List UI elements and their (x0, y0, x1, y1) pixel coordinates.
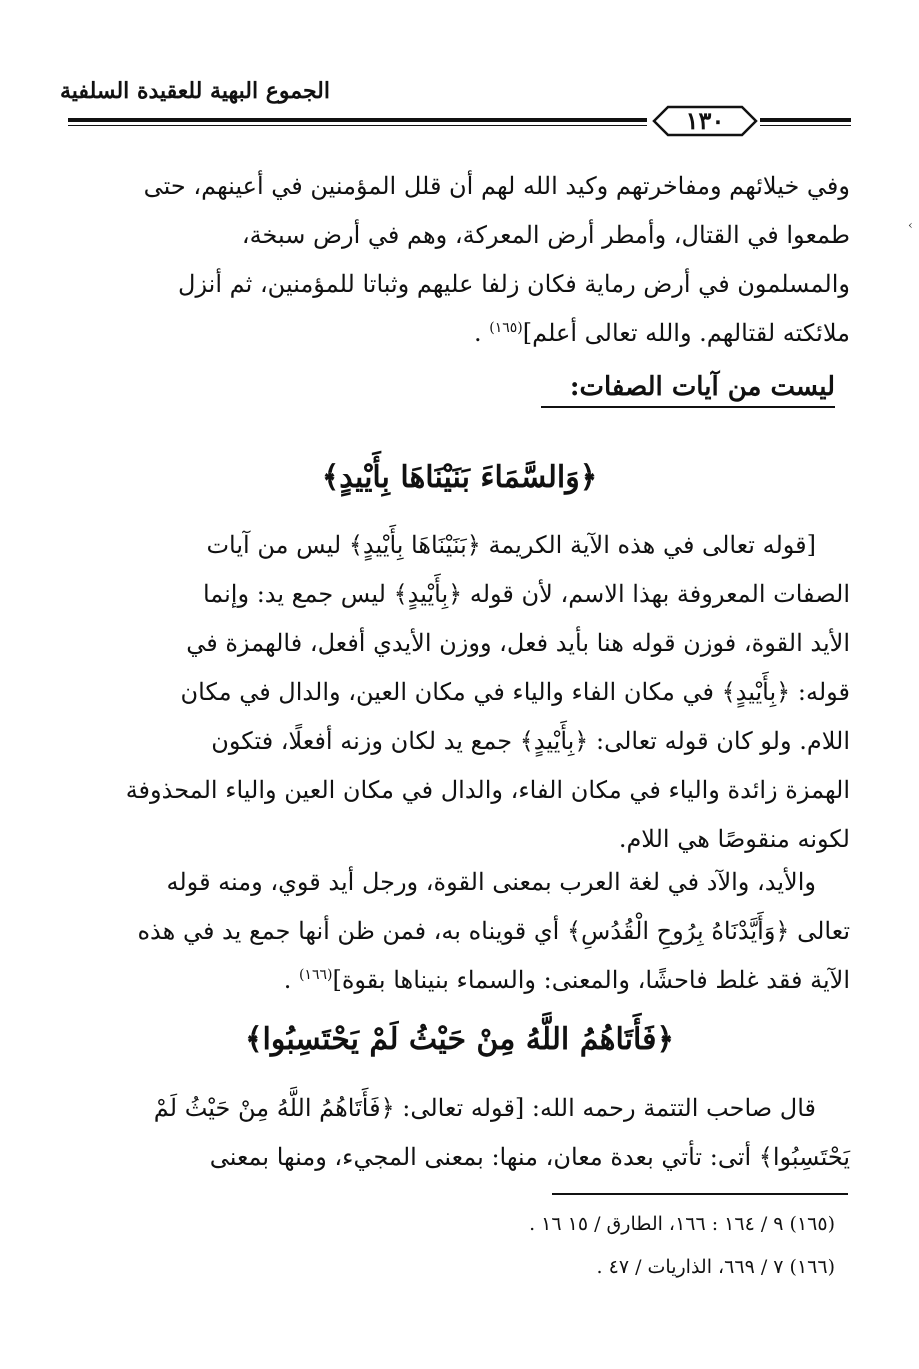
footnote-ref: (١٦٦) (298, 967, 333, 983)
quranic-verse: ﴿وَالسَّمَاءَ بَنَيْنَاهَا بِأَيْيدٍ﴾ (321, 460, 598, 495)
text-line: قوله: ﴿بِأَيْيدٍ﴾ في مكان الفاء والياء في مكان العين، والدال في مكان (180, 678, 850, 706)
footnote: (١٦٥) ٩ / ١٦٤ : ١٦٦، الطارق / ١٥ ١٦ . (529, 1213, 835, 1235)
header-rule-thick-right (760, 118, 851, 122)
footnote-separator (552, 1193, 848, 1195)
text-line: تعالى ﴿وَأَيَّدْنَاهُ بِرُوحِ الْقُدُسِ﴾ أي قويناه به، فمن ظن أنها جمع يد في هذه (137, 917, 850, 945)
header-rule-thick (68, 118, 647, 122)
text-line: ملائكته لقتالهم. والله تعالى أعلم]$^{(١٦٥)}$ . (473, 319, 850, 347)
margin-mark: › (908, 218, 913, 232)
heading-underline (541, 406, 835, 408)
paragraph-continuation (72, 162, 850, 358)
quranic-verse: ﴿فَأَتَاهُمُ اللَّهُ مِنْ حَيْثُ لَمْ يَحْتَسِبُوا﴾ (244, 1022, 675, 1057)
text-line: الصفات المعروفة بهذا الاسم، لأن قوله ﴿بِأَيْيدٍ﴾ ليس جمع يد: وإنما (202, 580, 850, 608)
text-line: الأيد القوة، فوزن قوله هنا بأيد فعل، ووزن الأيدي أفعل، فالهمزة في (186, 629, 850, 657)
text-line: [قوله تعالى في هذه الآية الكريمة ﴿بَنَيْنَاهَا بِأَيْيدٍ﴾ ليس من آيات (206, 531, 816, 559)
text-line: والأيد، والآد في لغة العرب بمعنى القوة، ورجل أيد قوي، ومنه قوله (166, 868, 816, 896)
text-line: الآية فقد غلط فاحشًا، والمعنى: والسماء بنيناها بقوة]$^{(١٦٦)}$ . (283, 966, 850, 994)
footnote: (١٦٦) ٧ / ٦٦٩، الذاريات / ٤٧ . (596, 1256, 835, 1278)
paragraph-lexical (72, 858, 850, 1005)
paragraph-explanation (72, 521, 850, 864)
text-line: وفي خيلائهم ومفاخرتهم وكيد الله لهم أن قلل المؤمنين في أعينهم، حتى (143, 172, 850, 200)
text-line: والمسلمون في أرض رماية فكان زلفا عليهم وثباتا للمؤمنين، ثم أنزل (178, 270, 850, 298)
text-line: يَحْتَسِبُوا﴾ أتى: تأتي بعدة معان، منها: بمعنى المجيء، ومنها بمعنى (209, 1143, 850, 1171)
page-number-badge (650, 104, 760, 138)
text-span: ملائكته لقتالهم. والله تعالى أعلم] (522, 319, 850, 347)
text-line: طمعوا في القتال، وأمطر أرض المعركة، وهم في أرض سبخة، (241, 221, 850, 249)
text-line: لكونه منقوصًا هي اللام. (618, 825, 850, 853)
paragraph-tatimma (72, 1084, 850, 1182)
text-span: الآية فقد غلط فاحشًا، والمعنى: والسماء بنيناها بقوة] (332, 966, 850, 994)
page-number: ١٣٠ (685, 106, 725, 135)
text-line: اللام. ولو كان قوله تعالى: ﴿بِأَيْيدٍ﴾ جمع يد لكان وزنه أفعلًا، فتكون (211, 727, 850, 755)
header-rule-thin-right (760, 125, 851, 126)
header-rule-thin (68, 125, 647, 126)
footnote-ref: (١٦٥) (489, 320, 523, 336)
running-header-title: الجموع البهية للعقيدة السلفية (60, 78, 330, 104)
text-line: الهمزة زائدة والياء في مكان الفاء، والدال في مكان العين والياء المحذوفة (125, 776, 850, 804)
text-line: قال صاحب التتمة رحمه الله: [قوله تعالى: ﴿فَأَتَاهُمُ اللَّهُ مِنْ حَيْثُ لَمْ (153, 1094, 816, 1122)
section-heading: ليست من آيات الصفات: (569, 372, 835, 402)
